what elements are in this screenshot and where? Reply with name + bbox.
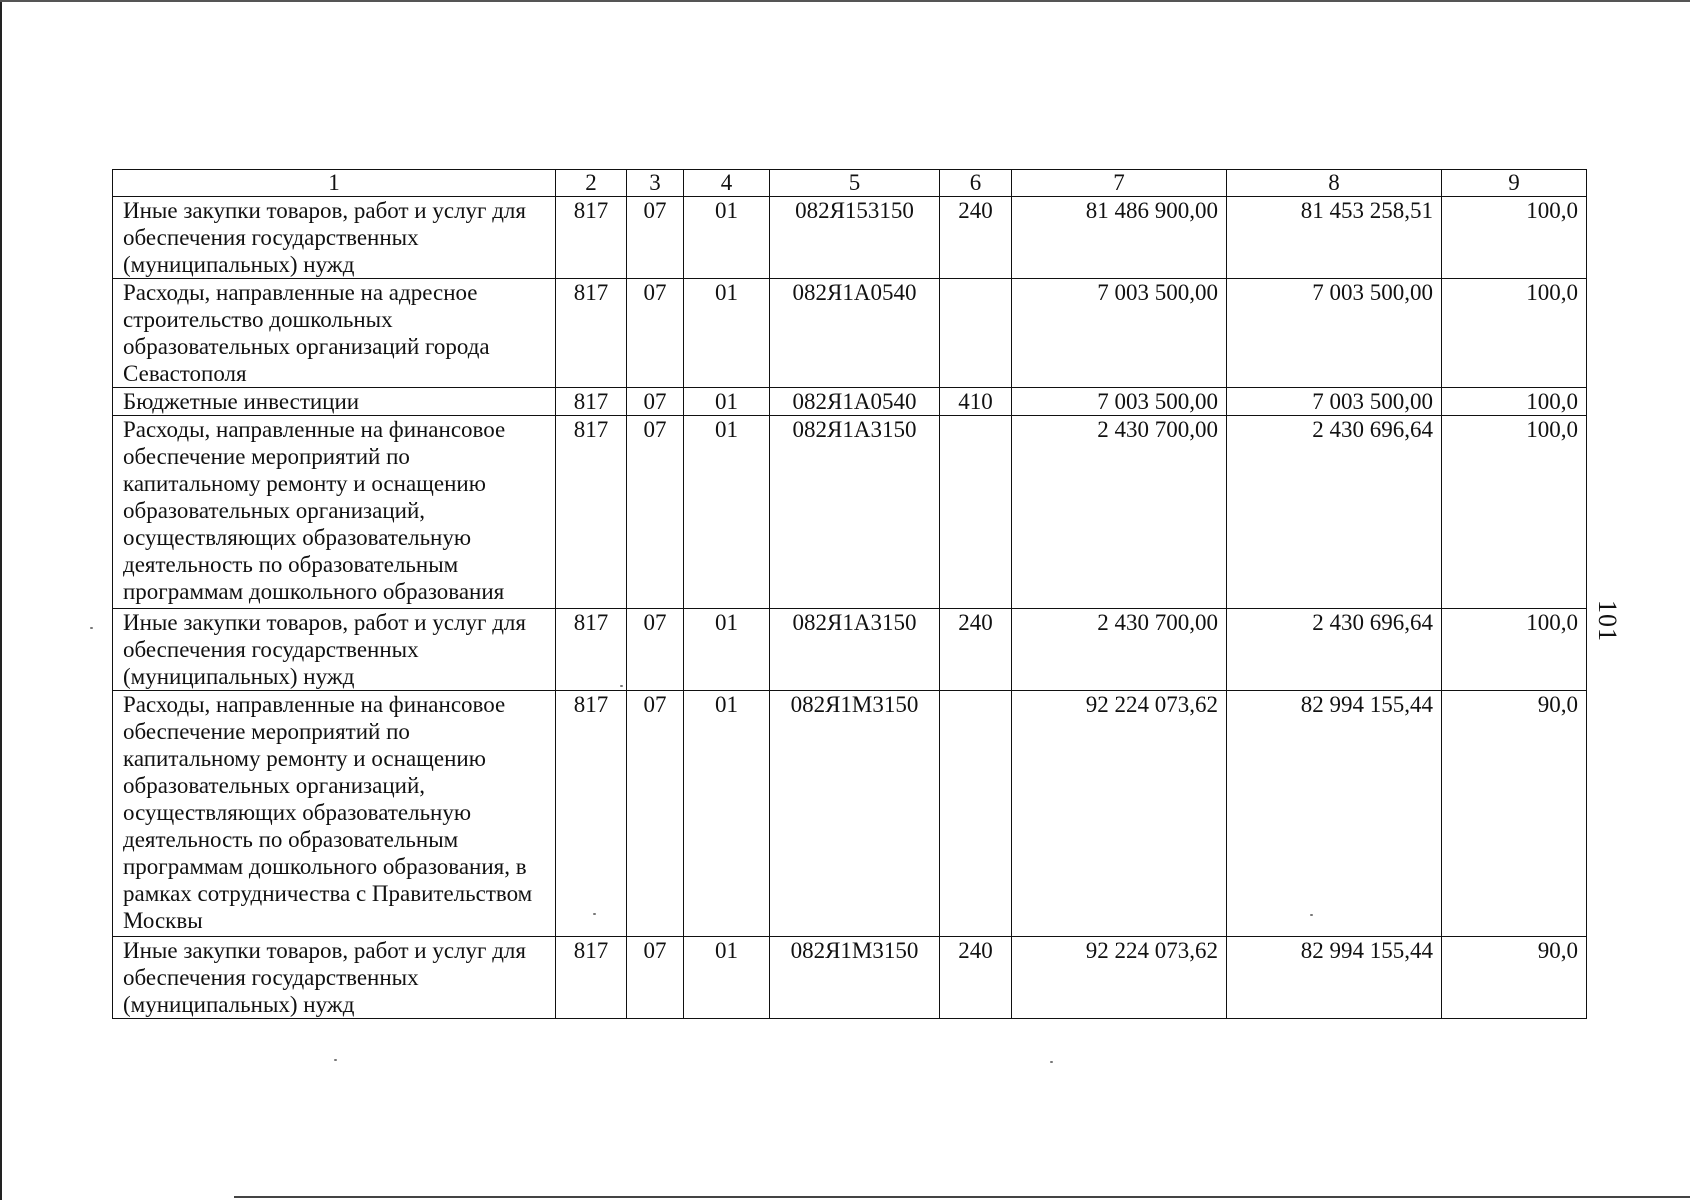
row-description: Иные закупки товаров, работ и услуг для обеспечения государственных (муниципальных) нужд <box>113 609 556 691</box>
header-cell-5: 5 <box>770 170 940 197</box>
row-col5: 082Я1А0540 <box>770 388 940 416</box>
row-col8: 81 453 258,51 <box>1227 197 1442 279</box>
row-col7: 7 003 500,00 <box>1012 279 1227 388</box>
scan-speck <box>620 685 623 687</box>
scan-edge-left <box>0 0 2 1200</box>
table-row <box>113 388 1587 416</box>
row-col2: 817 <box>556 279 627 388</box>
row-col8: 82 994 155,44 <box>1227 691 1442 937</box>
row-col4: 01 <box>684 416 770 609</box>
row-col5: 082Я1А3150 <box>770 416 940 609</box>
row-col3: 07 <box>627 416 684 609</box>
row-col4: 01 <box>684 691 770 937</box>
table-row <box>113 416 1587 609</box>
row-col6: 410 <box>940 388 1012 416</box>
row-col3: 07 <box>627 388 684 416</box>
table-row <box>113 691 1587 937</box>
row-col7: 2 430 700,00 <box>1012 416 1227 609</box>
row-col7: 81 486 900,00 <box>1012 197 1227 279</box>
header-cell-3: 3 <box>627 170 684 197</box>
row-col9: 90,0 <box>1442 937 1587 1019</box>
row-col2: 817 <box>556 388 627 416</box>
row-col9: 100,0 <box>1442 279 1587 388</box>
header-cell-4: 4 <box>684 170 770 197</box>
row-col6: 240 <box>940 609 1012 691</box>
row-description: Расходы, направленные на адресное строительство дошкольных образовательных организаций города Севастополя <box>113 279 556 388</box>
scan-speck <box>334 1059 337 1061</box>
header-cell-2: 2 <box>556 170 627 197</box>
row-col4: 01 <box>684 609 770 691</box>
row-col2: 817 <box>556 416 627 609</box>
row-col3: 07 <box>627 609 684 691</box>
row-col6 <box>940 279 1012 388</box>
header-cell-8: 8 <box>1227 170 1442 197</box>
table-row <box>113 609 1587 691</box>
header-row <box>113 170 1587 197</box>
row-col9: 100,0 <box>1442 388 1587 416</box>
scan-edge-bottom <box>234 1196 1690 1198</box>
scan-edge-top <box>0 0 1690 2</box>
row-col9: 90,0 <box>1442 691 1587 937</box>
header-cell-9: 9 <box>1442 170 1587 197</box>
scan-speck <box>90 627 93 629</box>
row-col9: 100,0 <box>1442 197 1587 279</box>
row-col7: 92 224 073,62 <box>1012 937 1227 1019</box>
row-col9: 100,0 <box>1442 416 1587 609</box>
row-col6 <box>940 691 1012 937</box>
row-col5: 082Я153150 <box>770 197 940 279</box>
row-col3: 07 <box>627 691 684 937</box>
header-cell-1: 1 <box>113 170 556 197</box>
row-col5: 082Я1А0540 <box>770 279 940 388</box>
row-col8: 2 430 696,64 <box>1227 416 1442 609</box>
row-col5: 082Я1А3150 <box>770 609 940 691</box>
row-col5: 082Я1М3150 <box>770 691 940 937</box>
row-col3: 07 <box>627 937 684 1019</box>
header-cell-6: 6 <box>940 170 1012 197</box>
row-col8: 82 994 155,44 <box>1227 937 1442 1019</box>
row-col3: 07 <box>627 279 684 388</box>
table-row <box>113 279 1587 388</box>
row-col9: 100,0 <box>1442 609 1587 691</box>
header-cell-7: 7 <box>1012 170 1227 197</box>
row-col8: 2 430 696,64 <box>1227 609 1442 691</box>
page-number: 101 <box>1593 600 1622 642</box>
row-col8: 7 003 500,00 <box>1227 279 1442 388</box>
row-col2: 817 <box>556 691 627 937</box>
row-col7: 2 430 700,00 <box>1012 609 1227 691</box>
scan-speck <box>593 913 596 915</box>
row-description: Иные закупки товаров, работ и услуг для обеспечения государственных (муниципальных) нужд <box>113 197 556 279</box>
row-col5: 082Я1М3150 <box>770 937 940 1019</box>
row-col7: 92 224 073,62 <box>1012 691 1227 937</box>
row-col4: 01 <box>684 197 770 279</box>
row-description: Расходы, направленные на финансовое обеспечение мероприятий по капитальному ремонту и оснащению образовательных организаций, осуществляющих образовательную деятельность по образовательным программам дошкольного образования <box>113 416 556 609</box>
row-col4: 01 <box>684 388 770 416</box>
row-col6: 240 <box>940 197 1012 279</box>
row-col6: 240 <box>940 937 1012 1019</box>
row-description: Бюджетные инвестиции <box>113 388 556 416</box>
row-col4: 01 <box>684 279 770 388</box>
row-col6 <box>940 416 1012 609</box>
table-row <box>113 937 1587 1019</box>
budget-table <box>112 169 1587 1019</box>
row-col8: 7 003 500,00 <box>1227 388 1442 416</box>
row-col3: 07 <box>627 197 684 279</box>
row-description: Расходы, направленные на финансовое обеспечение мероприятий по капитальному ремонту и оснащению образовательных организаций, осуществляющих образовательную деятельность по образовательным программам дошкольного образования, в рамках сотрудничества с Правительством Москвы <box>113 691 556 937</box>
row-col2: 817 <box>556 937 627 1019</box>
row-col4: 01 <box>684 937 770 1019</box>
scan-speck <box>1310 914 1313 916</box>
row-col7: 7 003 500,00 <box>1012 388 1227 416</box>
table-row <box>113 197 1587 279</box>
row-col2: 817 <box>556 197 627 279</box>
row-col2: 817 <box>556 609 627 691</box>
row-description: Иные закупки товаров, работ и услуг для обеспечения государственных (муниципальных) нужд <box>113 937 556 1019</box>
scan-speck <box>1050 1061 1053 1063</box>
